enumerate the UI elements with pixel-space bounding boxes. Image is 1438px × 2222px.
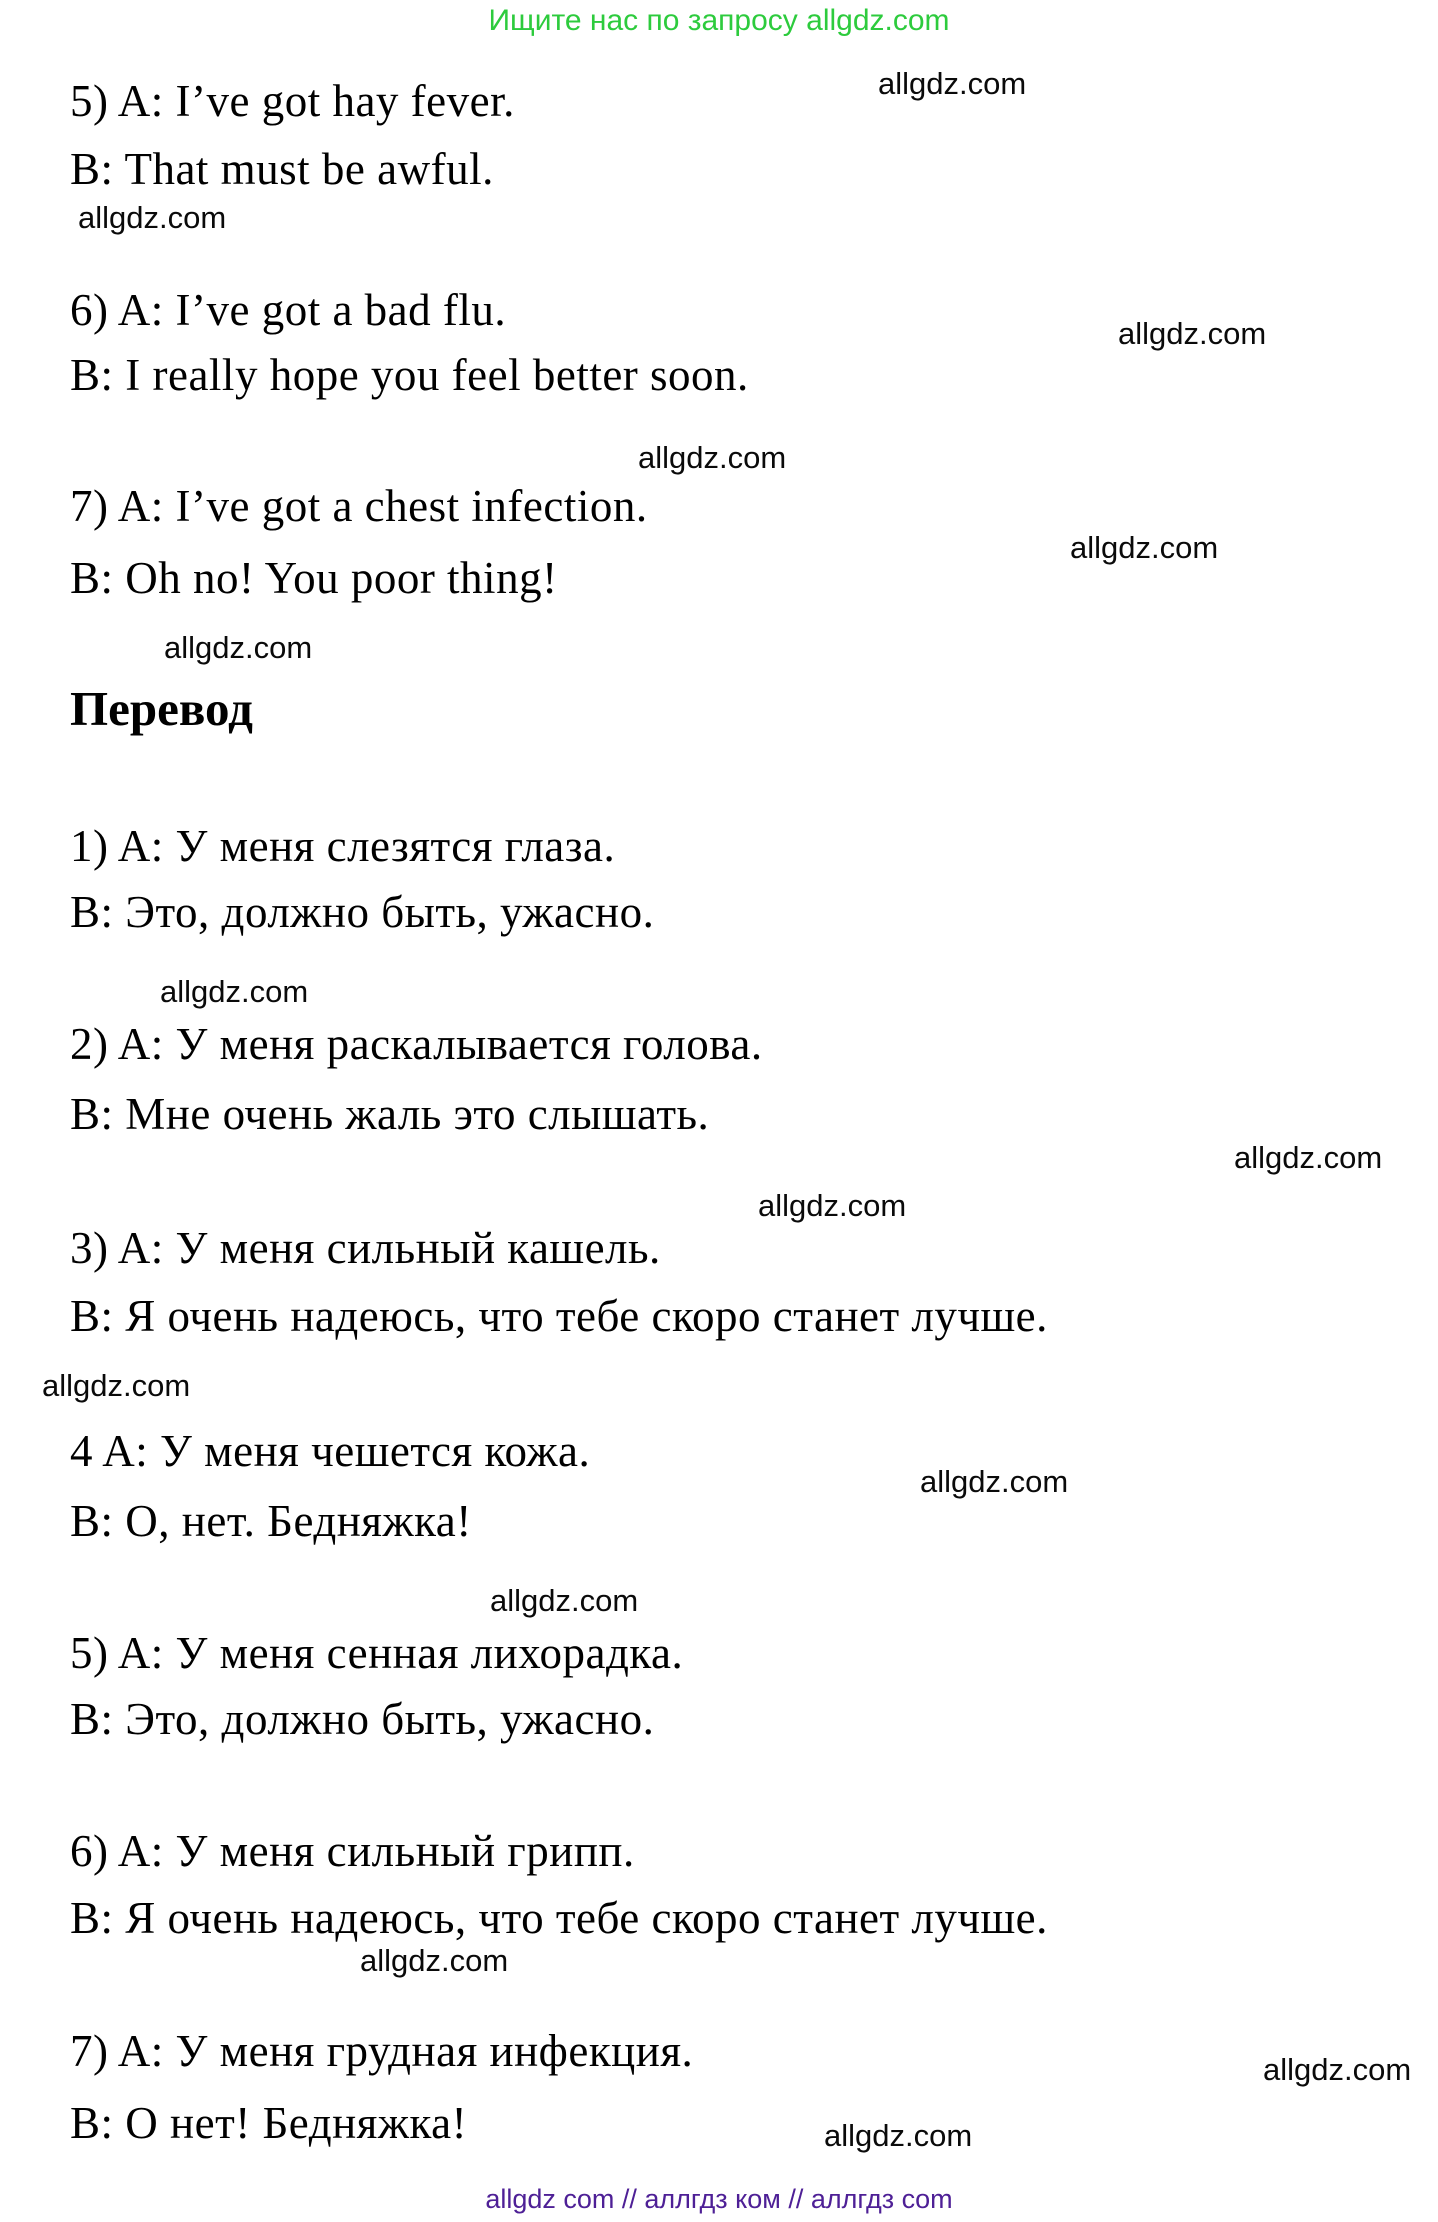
dialogue-line-ru-7a: 7) A: У меня грудная инфекция. bbox=[70, 2026, 694, 2076]
dialogue-line-ru-1a: 1) A: У меня слезятся глаза. bbox=[70, 821, 616, 871]
dialogue-line-ru-6a: 6) A: У меня сильный грипп. bbox=[70, 1826, 635, 1876]
dialogue-line-ru-4a: 4 A: У меня чешется кожа. bbox=[70, 1426, 591, 1476]
watermark: allgdz.com bbox=[1118, 316, 1267, 351]
watermark: allgdz.com bbox=[42, 1368, 191, 1403]
dialogue-line-en-7b: B: Oh no! You poor thing! bbox=[70, 553, 558, 603]
watermark: allgdz.com bbox=[160, 974, 309, 1009]
dialogue-line-ru-2a: 2) A: У меня раскалывается голова. bbox=[70, 1019, 763, 1069]
section-title-perevod: Перевод bbox=[70, 681, 253, 736]
watermark: allgdz.com bbox=[878, 66, 1027, 101]
watermark: allgdz.com bbox=[1263, 2052, 1412, 2087]
dialogue-line-ru-5a: 5) A: У меня сенная лихорадка. bbox=[70, 1628, 684, 1678]
dialogue-line-en-6a: 6) A: I’ve got a bad flu. bbox=[70, 285, 507, 335]
watermark: allgdz.com bbox=[78, 200, 227, 235]
dialogue-line-ru-1b: B: Это, должно быть, ужасно. bbox=[70, 887, 655, 937]
watermark: allgdz.com bbox=[490, 1583, 639, 1618]
dialogue-line-en-5a: 5) A: I’ve got hay fever. bbox=[70, 76, 515, 126]
dialogue-line-en-6b: B: I really hope you feel better soon. bbox=[70, 350, 749, 400]
dialogue-line-ru-4b: B: О, нет. Бедняжка! bbox=[70, 1496, 472, 1546]
dialogue-line-ru-2b: B: Мне очень жаль это слышать. bbox=[70, 1089, 710, 1139]
watermark: allgdz.com bbox=[164, 630, 313, 665]
dialogue-line-ru-5b: B: Это, должно быть, ужасно. bbox=[70, 1694, 655, 1744]
watermark: allgdz.com bbox=[1070, 530, 1219, 565]
promo-header: Ищите нас по запросу allgdz.com bbox=[488, 4, 950, 37]
watermark: allgdz.com bbox=[758, 1188, 907, 1223]
dialogue-line-en-7a: 7) A: I’ve got a chest infection. bbox=[70, 481, 648, 531]
dialogue-line-ru-6b: B: Я очень надеюсь, что тебе скоро станет лучше. bbox=[70, 1893, 1048, 1943]
dialogue-line-ru-7b: B: О нет! Бедняжка! bbox=[70, 2098, 468, 2148]
watermark: allgdz.com bbox=[920, 1464, 1069, 1499]
watermark: allgdz.com bbox=[824, 2118, 973, 2153]
dialogue-line-en-5b: B: That must be awful. bbox=[70, 144, 494, 194]
watermark: allgdz.com bbox=[360, 1943, 509, 1978]
page-footer: allgdz com // аллгдз ком // аллгдз com bbox=[485, 2184, 953, 2214]
dialogue-line-ru-3b: B: Я очень надеюсь, что тебе скоро станет лучше. bbox=[70, 1291, 1048, 1341]
watermark: allgdz.com bbox=[1234, 1140, 1383, 1175]
dialogue-line-ru-3a: 3) A: У меня сильный кашель. bbox=[70, 1223, 661, 1273]
watermark: allgdz.com bbox=[638, 440, 787, 475]
